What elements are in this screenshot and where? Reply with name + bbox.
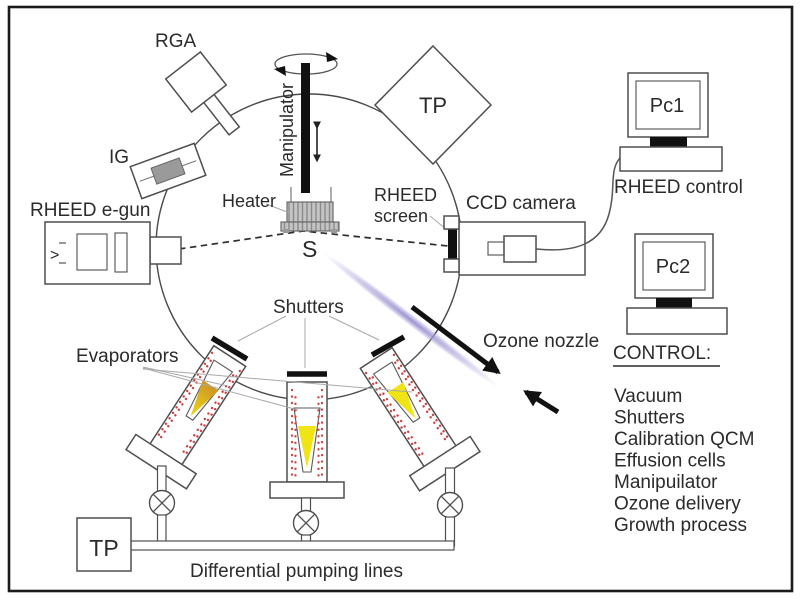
differential-pumping-line	[130, 541, 454, 550]
camera-body	[504, 236, 536, 262]
heater-block	[287, 202, 333, 222]
filament-icon: >	[50, 247, 60, 264]
rheed-screen-label: screen	[374, 206, 429, 226]
pump-pipe	[446, 468, 455, 494]
screen-connector	[444, 259, 459, 272]
manipulator-rod	[301, 63, 310, 193]
holder-knob	[331, 229, 337, 233]
pc1-label: Pc1	[649, 95, 685, 117]
evaporators-label: Evaporators	[76, 346, 179, 367]
screen-connector	[444, 216, 459, 229]
control-list-item: Manipuilator	[614, 472, 718, 493]
pc2-stand	[656, 298, 692, 308]
egun-body	[45, 222, 150, 284]
pc1-stand	[650, 137, 687, 147]
turbo-pump-box	[77, 518, 131, 571]
flange	[270, 482, 344, 498]
substrate-label: S	[302, 236, 318, 262]
ccd-camera-label: CCD camera	[466, 193, 576, 214]
rga-label: RGA	[155, 31, 197, 52]
tp-chamber-label: TP	[418, 93, 448, 118]
control-list-item: Growth process	[614, 515, 748, 536]
substrate-holder	[281, 222, 339, 231]
pc2-base	[627, 308, 727, 334]
pc1-base	[620, 147, 722, 171]
tp-pump-label: TP	[89, 535, 119, 561]
rheed-egun-label: RHEED e-gun	[30, 200, 151, 221]
shutters-label: Shutters	[273, 297, 344, 318]
control-list-item: Shutters	[614, 407, 685, 429]
differential-pumping-label: Differential pumping lines	[190, 561, 403, 582]
holder-knob	[283, 229, 289, 233]
heater-label: Heater	[222, 191, 277, 211]
ig-label: IG	[109, 147, 130, 168]
pc2-computer	[627, 234, 727, 334]
pc2-label: Pc2	[655, 256, 691, 278]
rheed-screen-label: RHEED	[374, 185, 438, 205]
control-list-item: Calibration QCM	[614, 429, 755, 450]
ozone-nozzle-label: Ozone nozzle	[483, 331, 600, 352]
control-list-item: Effusion cells	[614, 450, 726, 472]
control-list-item: Ozone delivery	[614, 493, 741, 515]
rheed-control-label: RHEED control	[614, 177, 743, 198]
manipulator-label: Manipulator	[277, 82, 297, 178]
control-heading: CONTROL:	[613, 343, 712, 364]
control-list-item: Vacuum	[614, 386, 683, 407]
pump-pipe	[158, 466, 167, 492]
egun-neck	[150, 237, 181, 264]
